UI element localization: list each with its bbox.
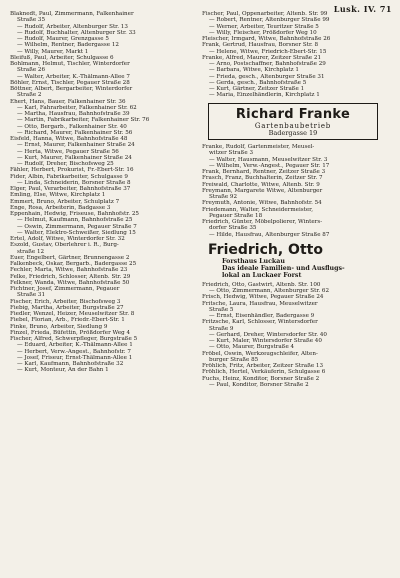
directory-entry: Frasch, Franz, Buchhalterin, Zeitzer Str. 7 xyxy=(202,175,323,182)
ad2-line-2: Das ideale Familien- und Ausflugs- xyxy=(222,264,345,272)
directory-entry: — Kurt, Maurer, Falkenhainer Straße 24 xyxy=(17,154,132,161)
directory-entry: — Rudolf, Buchhalter, Altenburger Str. 33 xyxy=(17,29,136,36)
directory-entry: Böhler, Ernst, Tischler, Pegauer Straße 28 xyxy=(10,79,130,86)
directory-entry: — Gerda, gesch., Bahnhofstraße 5 xyxy=(209,79,307,86)
directory-entry: Elger, Paul, Verarbeiter, Bahnhofstraße 37 xyxy=(10,186,131,192)
directory-entry: Fleischer, Irmgard, Witwe, Bahnhofstraße 26 xyxy=(202,36,331,42)
directory-entry: — Gerhard, Dreher, Wintersdorfer Str. 40 xyxy=(209,331,327,338)
directory-entry: — Karl, Kaufmann, Bahnhofstraße 32 xyxy=(17,361,124,367)
directory-entry: — Ernst, Eisenhändler, Badergasse 9 xyxy=(209,313,315,319)
directory-entry: Fiebel, Florian, Arb., Friedr.-Ebert-Str. 1 xyxy=(10,317,125,324)
friedrich-advertisement xyxy=(208,242,394,279)
directory-entry: Pegauer Straße 18 xyxy=(209,212,263,219)
directory-entry: Bleifuß, Paul, Arbeiter, Schulgasse 6 xyxy=(10,54,114,61)
directory-entry: Friedrich, Günter, Möbelpolierer, Winters- xyxy=(202,219,323,225)
directory-entry: Straße 35 xyxy=(17,17,46,24)
directory-entry: Fichtner, Josef, Zimmermann, Pegauer xyxy=(10,286,120,292)
directory-entry: Fröhlich, Fritz, Arbeiter, Zeitzer Straße 13 xyxy=(202,363,324,369)
directory-entry: — Kurt, Monteur, An der Bahn 1 xyxy=(17,367,109,374)
directory-entry: — Werner, Arbeiter, Teuritzer Straße 5 xyxy=(209,23,319,30)
directory-entry: Blaknedt, Paul, Zimmermann, Falkenhainer xyxy=(10,11,134,17)
directory-entry: — Herta, Witwe, Pegauer Straße 56 xyxy=(17,148,119,155)
directory-entry: Straße 26 xyxy=(17,67,46,74)
directory-entry: — Barbara, Witwe, Kirchplatz 1 xyxy=(209,67,299,74)
directory-entry: — Martha, Hausfrau, Bahnhofstraße 39 xyxy=(17,111,130,117)
directory-entry: Friedrich, Otto, Gastwirt, Altenb. Str. 100 xyxy=(202,281,321,288)
directory-entry: Finzel, Frieda, Büfettin, Prößdorfer Weg 4 xyxy=(10,329,131,336)
directory-entry: — Oswin, Zimmermann, Pegauer Straße 7 xyxy=(17,223,137,230)
directory-entry: Fritzsche, Karl, Schlosser, Wintersdorfer xyxy=(202,319,318,326)
right-column-mid-entries xyxy=(202,144,394,238)
directory-entry: Bohlmann, Helmut, Tischler, Winterdorfer xyxy=(10,61,130,67)
directory-entry: Eszold, Gustav, Oberlehrer i. R., Burg- xyxy=(10,242,119,249)
directory-entry: Franke, Alfred, Maurer, Zeitzer Straße 21 xyxy=(202,54,322,61)
directory-entry: — Rudolf, Arbeiter, Altenburger Str. 13 xyxy=(17,23,128,30)
ad2-line-3: lokal an Luckaer Forst xyxy=(222,271,302,279)
directory-entry: Fuchs, Heinz, Konditor, Borsner Straße 2 xyxy=(202,375,320,382)
right-column-bottom-entries xyxy=(202,282,394,388)
directory-entry: Freymuth, Antonie, Witwe, Bahnhofstr. 54 xyxy=(202,200,322,207)
directory-entry: — Hilde, Hausfrau, Altenburger Straße 87 xyxy=(209,231,330,238)
directory-entry: Straße 2 xyxy=(17,92,42,99)
directory-entry: dorfer Straße 35 xyxy=(209,225,257,232)
directory-entry: — Arno, Postschaffner, Bahnhofstraße 29 xyxy=(209,61,326,67)
directory-entry: witzer Straße 3 xyxy=(209,150,254,157)
directory-entry: — Walter, Elektro-Schweißer, Siedlung 15 xyxy=(17,229,136,236)
directory-entry: Frank, Bernhard, Rentner, Zeitzer Straße 3 xyxy=(202,169,326,175)
directory-entry: Fischer, Alfred, Schwerpfleger, Burgstraße 5 xyxy=(10,336,138,342)
directory-entry: — Rudolf, Dreher, Bischofsweg 25 xyxy=(17,161,114,167)
directory-entry: Fider, Albin, Fabrikarbeiter, Schulgasse 9 xyxy=(10,173,128,180)
directory-entry: Emling, Else, Witwe, Kirchplatz 1 xyxy=(10,192,106,199)
directory-entry: Fröbel, Oswin, Werkzeugschleifer, Alten- xyxy=(202,350,318,357)
directory-entry: Ertel, Adolf, Witwe, Winterdorfer Str. 32 xyxy=(10,236,125,242)
directory-entry: Straße 9 xyxy=(209,325,234,332)
directory-entry: straße 12 xyxy=(17,248,45,255)
directory-entry: Fritsche, Laura, Hausfrau, Meuselwitzer xyxy=(202,300,318,307)
ad-business-address: Badergasse 19 xyxy=(268,128,318,137)
directory-entry: — Walter, Arbeiter, K.-Thälmann-Allee 7 xyxy=(17,73,130,80)
directory-entry: Fiebig, Martha, Arbeiter, Burgstraße 27 xyxy=(10,304,124,311)
right-column xyxy=(202,11,394,388)
right-column-top-entries xyxy=(202,11,394,99)
directory-entry: Eisfeld, Hanna, Witwe, Bahnhofstraße 48 xyxy=(10,136,128,142)
directory-entry: — Maria, Einzelhändlerin, Kirchplatz 1 xyxy=(209,92,320,99)
directory-entry: — Paul, Konditor, Borsner Straße 2 xyxy=(209,381,309,388)
ad2-business-name: Friedrich, Otto xyxy=(208,241,323,258)
directory-entry: — Frieda, gesch., Altenburger Straße 31 xyxy=(209,73,325,80)
ad-business-type: Gartenbaubetrieb xyxy=(254,121,332,130)
directory-entry: Fähler, Herbert, Prokurist, Fr.-Ebert-Str. 16 xyxy=(10,167,134,174)
directory-entry: Straße 31 xyxy=(17,292,46,299)
directory-entry: Fiedler, Wenzel, Heizer, Meuselwitzer Str. 8 xyxy=(10,311,135,317)
directory-entry: — Richard, Maurer, Falkenhainer Str. 56 xyxy=(17,129,133,136)
directory-entry: burger Straße 85 xyxy=(209,356,259,363)
directory-entry: — Josef, Friseur, Ernst-Thälmann-Allee 1 xyxy=(17,354,133,361)
directory-entry: Friedemann, Walter, Schneidermeister, xyxy=(202,206,314,213)
franke-advertisement xyxy=(208,103,378,141)
directory-entry: — Willy, Maurer, Markt 1 xyxy=(17,48,89,55)
directory-entry: — Otto, Zimmermann, Altenburger Str. 62 xyxy=(209,288,330,294)
directory-entry: Freymann, Margarete Witwe, Altenburger xyxy=(202,187,323,194)
directory-entry: Eppenhain, Hedwig, Friseuse, Bahnhofstr. 25 xyxy=(10,211,139,217)
directory-entry: — Linda, Schneiderin, Borsner Straße 8 xyxy=(17,179,131,186)
page-header: Lusk. IV. 71 xyxy=(333,4,392,14)
directory-entry: — Otto, Maurer, Burgstraße 4 xyxy=(209,344,295,351)
directory-entry: Böttner, Albert, Bergarbeiter, Winterdorfer xyxy=(10,86,133,92)
ad-business-name: Richard Franke xyxy=(235,106,351,122)
directory-entry: — Willy, Fleischer, Prößdorfer Weg 10 xyxy=(209,29,317,36)
directory-entry: — Wilhelm, Verw.-Angest., Pegauer Str. 17 xyxy=(209,162,330,169)
directory-entry: — Otto, Bergarb., Falkenhainer Str. 40 xyxy=(17,123,127,130)
directory-entry: — Helmut, Kaufmann, Bahnhofstraße 25 xyxy=(17,217,133,224)
directory-entry: — Ernst, Maurer, Falkenhainer Straße 24 xyxy=(17,142,135,149)
directory-entry: Fischer, Erich, Arbeiter, Bischofsweg 3 xyxy=(10,298,121,305)
directory-entry: — Karl, Fahrarbeiter, Falkenhainer Str. 62 xyxy=(17,104,137,111)
directory-entry: Freiwald, Charlotte, Witwe, Altenb. Str. 9 xyxy=(202,181,320,188)
directory-entry: — Walter, Hausmann, Meuselwitzer Str. 3 xyxy=(209,156,328,163)
directory-entry: Enge, Rosa, Arbeiterin, Badgasse 3 xyxy=(10,204,111,211)
left-column xyxy=(10,11,202,374)
directory-entry: Falkenbeck, Oskar, Bergarb., Badergasse 25 xyxy=(10,261,137,267)
directory-entry: Euer, Engelbert, Gärtner, Brunnengasse 2 xyxy=(10,254,130,261)
directory-entry: — Herbert, Verw.-Angest., Bahnhofstr. 7 xyxy=(17,348,131,355)
directory-entry: Felke, Friedrich, Schlosser, Altenb. Str. 29 xyxy=(10,273,131,280)
directory-entry: Felkner, Wanda, Witwe, Bahnhofstraße 50 xyxy=(10,279,130,286)
directory-entry: — Helene, Witwe, Friedrich-Ebert-Str. 15 xyxy=(209,48,327,55)
directory-entry: — Kurt, Maler, Wintersdorfer Straße 40 xyxy=(209,338,322,344)
directory-entry: Finke, Bruno, Arbeiter, Siedlung 9 xyxy=(10,323,108,330)
directory-entry: — Martin, Fabrikarbeiter, Falkenhainer Str. 76 xyxy=(17,117,150,124)
directory-entry: — Wilhelm, Rentner, Badergasse 12 xyxy=(17,42,119,49)
directory-entry: Ehert, Hans, Bauer, Falkenhainer Str. 36 xyxy=(10,98,126,105)
directory-entry: Fischer, Paul, Oppenarbeiter, Altenb. Str. 99 xyxy=(202,11,328,17)
ad2-line-1: Forsthaus Luckau xyxy=(222,257,285,265)
directory-entry: Emmert, Bruno, Arbeiter, Schulplatz 7 xyxy=(10,198,120,205)
directory-entry: Straße 92 xyxy=(209,194,238,200)
directory-entry: Fechler, Marta, Witwe, Bahnhofstraße 23 xyxy=(10,267,128,274)
directory-entry: Fröhlich, Hertel, Verkäuferin, Schulgasse 6 xyxy=(202,369,326,376)
directory-entry: Frisch, Hedwig, Witwe, Pegauer Straße 24 xyxy=(202,294,324,301)
directory-entry: Straße 5 xyxy=(209,306,234,313)
directory-entry: — Kurt, Gärtner, Zeitzer Straße 1 xyxy=(209,86,305,92)
directory-entry: — Rudolf, Maurer, Grenzgasse 5 xyxy=(17,36,109,42)
directory-entry: — Robert, Rentner, Altenburger Straße 99 xyxy=(209,17,330,24)
directory-entry: Frank, Gertrud, Hausfrau, Borsner Str. 8 xyxy=(202,42,319,49)
directory-entry: Franke, Rudolf, Gartenmeister, Meusel- xyxy=(202,144,315,150)
directory-entry: — Eduard, Arbeiter, K.-Thälmann-Allee 1 xyxy=(17,342,133,349)
